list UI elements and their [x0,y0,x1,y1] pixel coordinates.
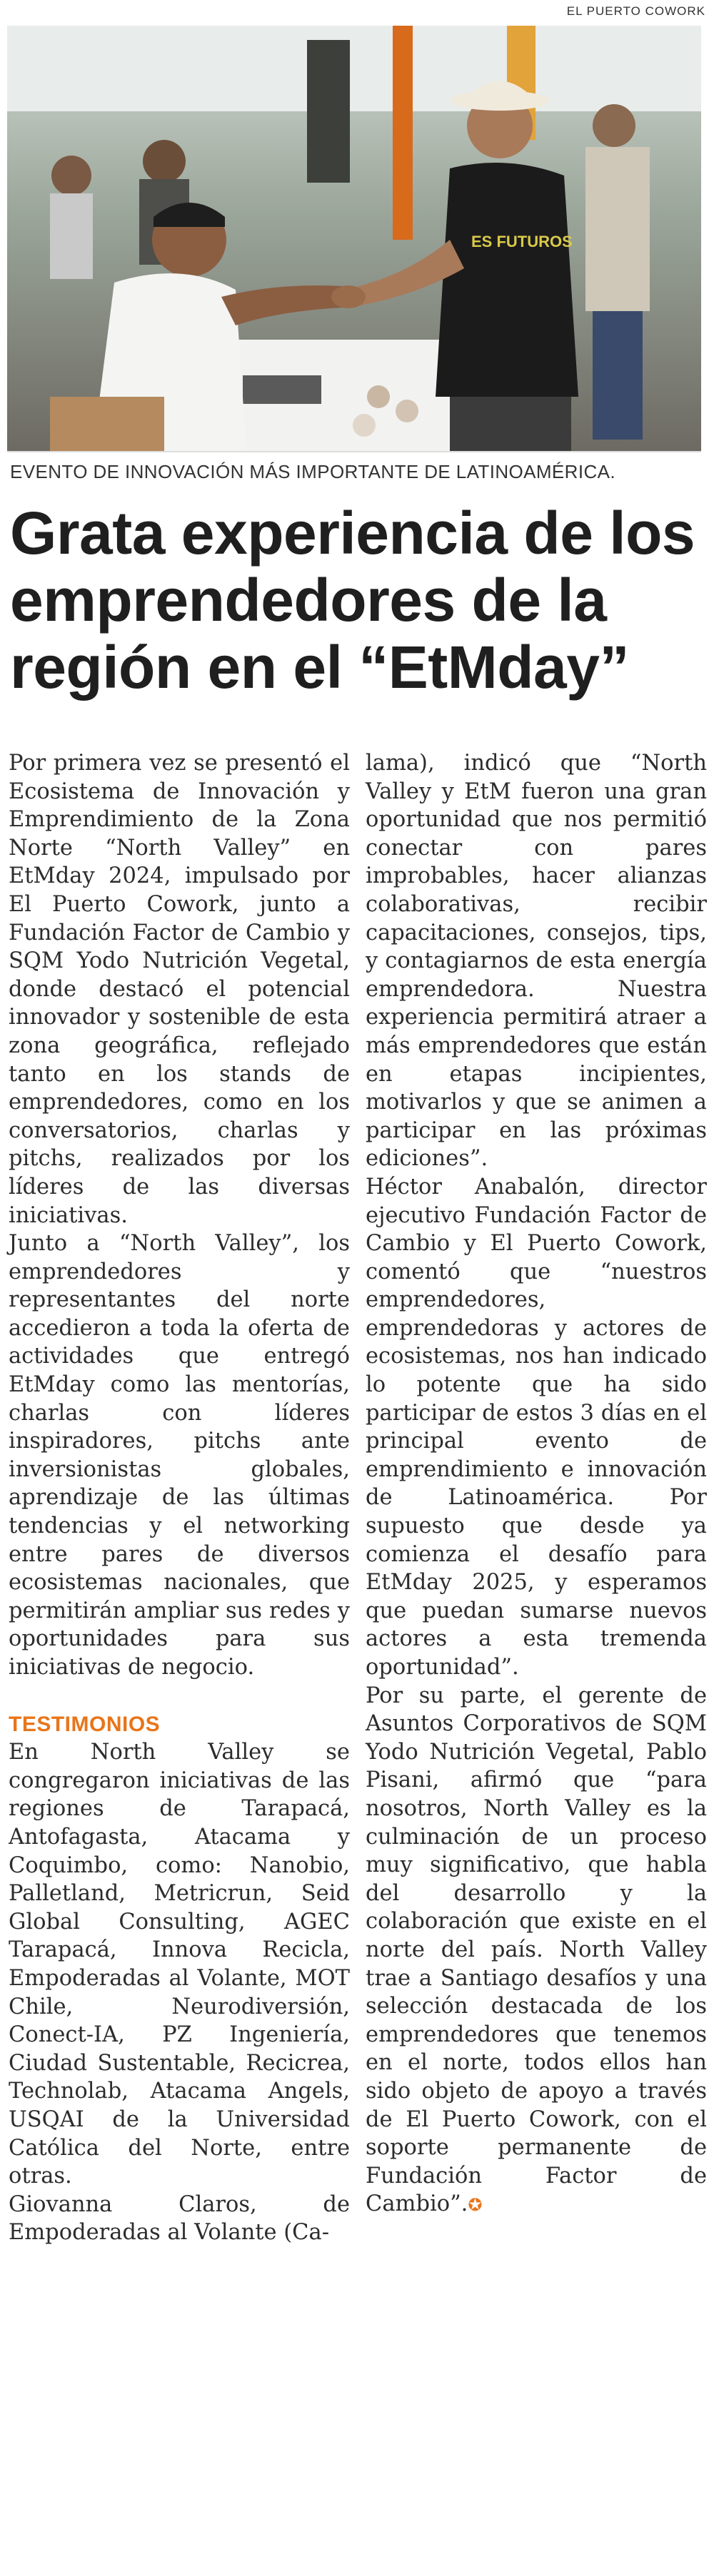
paragraph: Por primera vez se presentó el Ecosistema de Innovación y Emprendimiento de la Zona Norte “North Valley” en EtMday 2024, impulsado por El Puerto Cowork, junto a Fundación Factor de Cambio y SQM Yodo Nutrición Vegetal, donde destacó el potencial innovador y sostenible de esta zona geográfica, reflejado tanto en los stands de emprendedores, como en los conversatorios, charlas y pitchs, realizados por los líderes de las diversas iniciativas. [9,751,350,1228]
paragraph: Giovanna Claros, de Empoderadas al Volante (Ca- [9,2191,350,2246]
paragraph [366,1682,707,2220]
photo-credit: EL PUERTO COWORK [566,4,705,18]
shirt-text: ES FUTUROS [471,233,573,250]
paragraph: lama), indicó que “North Valley y EtM fueron una gran oportunidad que nos permitió conectar con pares improbables, hacer alianzas colaborativas, recibir capacitaciones, consejos, tips, y contagiarnos de esta energía emprendedora. Nuestra experiencia permitirá atraer a más emprendedores que están en etapas incipientes, motivarlos y que se animen a participar en las próximas ediciones”. [366,751,707,1172]
article-column-right [366,749,707,2220]
article-photo [7,26,701,452]
paragraph: Junto a “North Valley”, los emprendedores y representantes del norte accedieron a toda la oferta de actividades que entregó EtMday como las mentorías, charlas con líderes inspiradores, pitchs ante inversionistas globales, aprendizaje de las últimas tendencias y el networking entre pares de diversos ecosistemas nacionales, que permitirán ampliar sus redes y oportunidades para sus iniciativas de negocio. [9,1231,350,1680]
photo-handshake-icon [7,26,701,451]
article-column-left [9,749,350,2247]
paragraph: En North Valley se congregaron iniciativas de las regiones de Tarapacá, Antofagasta, Atacama y Coquimbo, como: Nanobio, Palletland, Metricrun, Seid Global Consulting, AGEC Tarapacá, Innova Recicla, Empoderadas al Volante, MOT Chile, Neurodiversión, Conect-IA, PZ Ingeniería, Ciudad Sustentable, Recicrea, Technolab, Atacama Angels, USQAI de la Universidad Católica del Norte, entre otras. [9,1740,350,2189]
photo-caption: EVENTO DE INNOVACIÓN MÁS IMPORTANTE DE LATINOAMÉRICA. [10,461,616,482]
section-subhead: TESTIMONIOS [9,1712,161,1736]
article-headline: Grata experiencia de los emprendedores de la región en el “EtMday” [10,500,695,701]
end-mark-icon: ✪ [468,2195,483,2216]
paragraph-text: Por su parte, el gerente de Asuntos Corporativos de SQM Yodo Nutrición Vegetal, Pablo Pisani, afirmó que “para nosotros, North Valley es la culminación de un proceso muy significativo, que habla del desarrollo y la colaboración que existe en el norte del país. North Valley trae a Santiago desafíos y una selección destacada de los emprendedores que tenemos en el norte, todos ellos han sido objeto de apoyo a través de El Puerto Cowork, con el soporte permanente de Fundación Factor de Cambio”. [366,1683,707,2217]
paragraph: Héctor Anabalón, director ejecutivo Fundación Factor de Cambio y El Puerto Cowork, comentó que “nuestros emprendedores, emprendedoras y actores de ecosistemas, nos han indicado lo potente que ha sido participar de estos 3 días en el principal evento de emprendimiento e innovación de Latinoamérica. Por supuesto que desde ya comienza el desafío para EtMday 2025, y esperamos que puedan sumarse nuevos actores a esta tremenda oportunidad”. [366,1174,707,1680]
